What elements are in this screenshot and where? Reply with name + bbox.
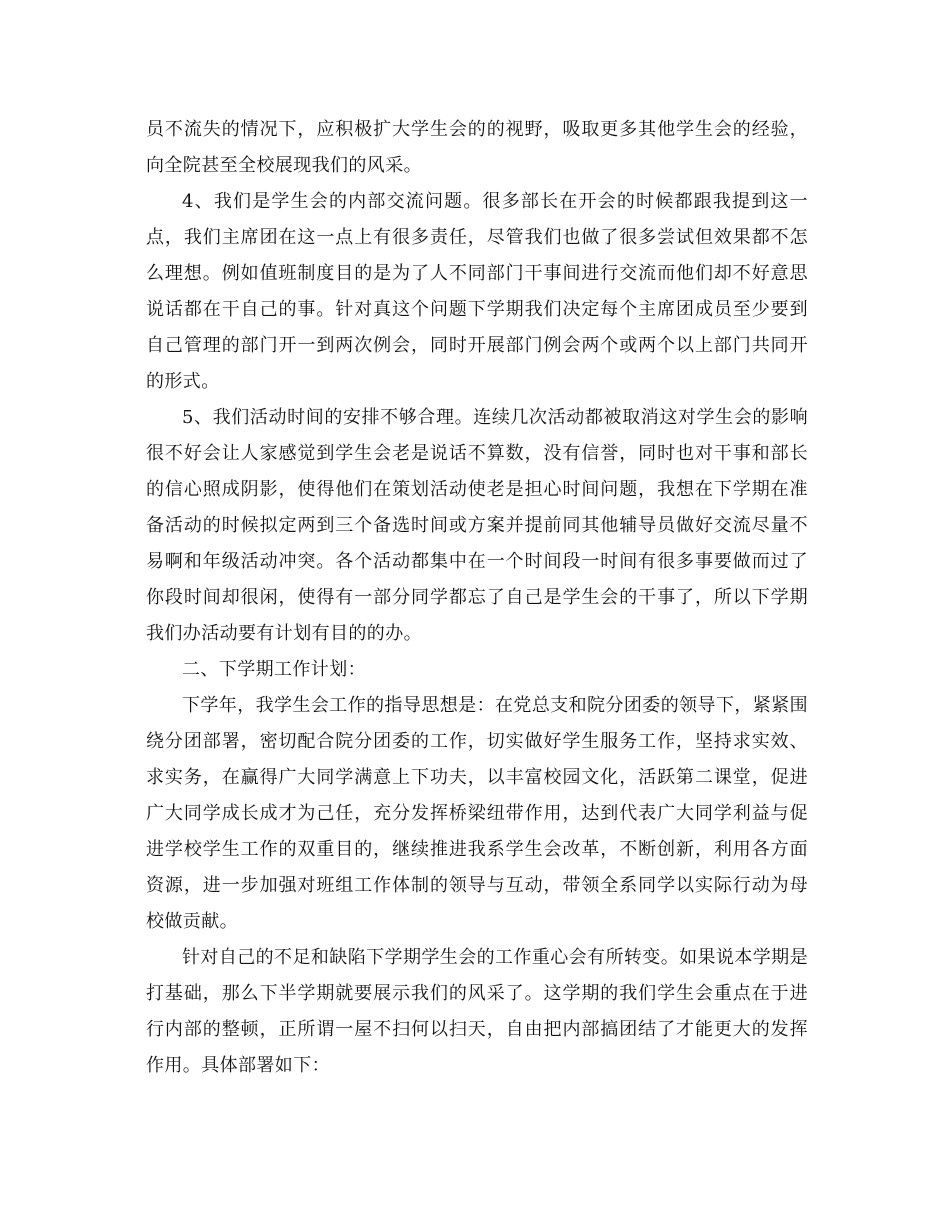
paragraph-4: 下学年，我学生会工作的指导思想是：在党总支和院分团委的领导下，紧紧围绕分团部署，密切配合院分团委的工作，切实做好学生服务工作，坚持求实效、求实务，在赢得广大同学满意上下功夫，以丰富校园文化，活跃第二课堂，促进广大同学成长成才为己任，充分发挥桥梁纽带作用，达到代表广大同学利益与促进学校学生工作的双重目的，继续推进我系学生会改革，不断创新，利用各方面资源，进一步加强对班组工作体制的领导与互动，带领全系同学以实际行动为母校做贡献。	[146, 695, 808, 932]
paragraph-2: 4、我们是学生会的内部交流问题。很多部长在开会的时候都跟我提到这一点，我们主席团在这一点上有很多责任，尽管我们也做了很多尝试但效果都不怎么理想。例如值班制度目的是为了人不同部门干事间进行交流而他们却不好意思说话都在干自己的事。针对真这个问题下学期我们决定每个主席团成员至少要到自己管理的部门开一到两次例会，同时开展部门例会两个或两个以上部门共同开的形式。	[146, 191, 808, 392]
section-heading-next-term-plan: 二、下学期工作计划：	[182, 659, 366, 680]
paragraph-1: 员不流失的情况下，应积极扩大学生会的的视野，吸取更多其他学生会的经验，向全院甚至全校展现我们的风采。	[146, 119, 808, 176]
paragraph-5: 针对自己的不足和缺陷下学期学生会的工作重心会有所转变。如果说本学期是打基础，那么下半学期就要展示我们的风采了。这学期的我们学生会重点在于进行内部的整顿，正所谓一屋不扫何以扫天，自由把内部搞团结了才能更大的发挥作用。具体部署如下：	[146, 947, 808, 1076]
paragraph-3: 5、我们活动时间的安排不够合理。连续几次活动都被取消这对学生会的影响很不好会让人家感觉到学生会老是说话不算数，没有信誉，同时也对干事和部长的信心照成阴影，使得他们在策划活动使老是担心时间问题，我想在下学期在准备活动的时候拟定两到三个备选时间或方案并提前同其他辅导员做好交流尽量不易啊和年级活动冲突。各个活动都集中在一个时间段一时间有很多事要做而过了你段时间却很闲，使得有一部分同学都忘了自己是学生会的干事了，所以下学期我们办活动要有计划有目的的办。	[146, 407, 808, 644]
